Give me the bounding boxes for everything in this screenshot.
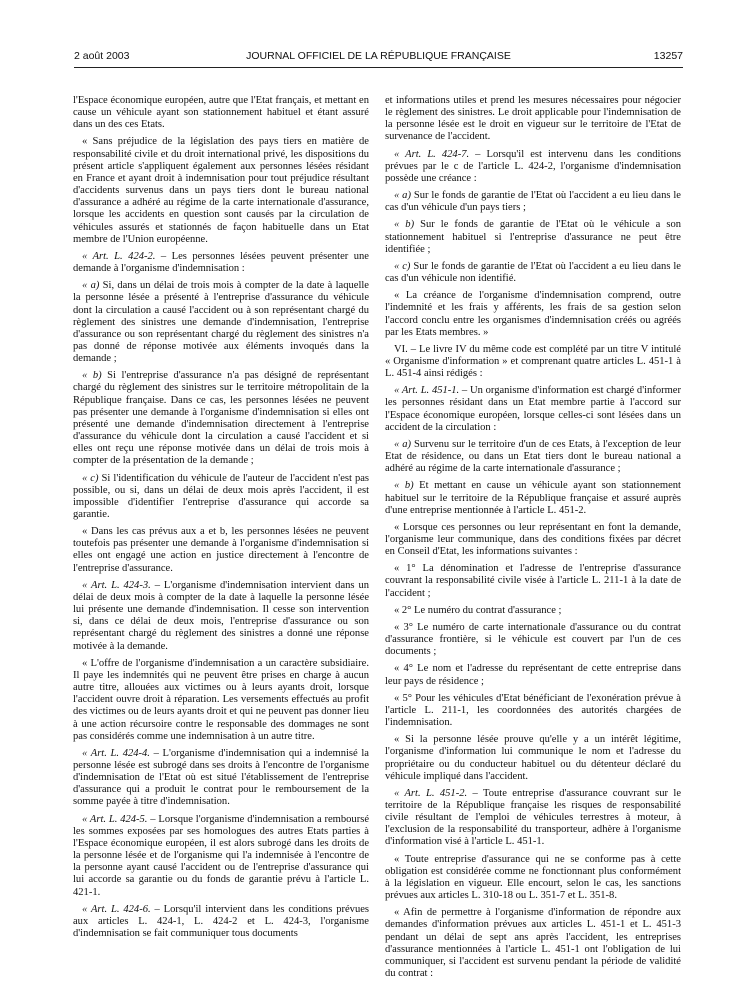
paragraph <box>385 734 681 783</box>
paragraph <box>385 622 681 658</box>
paragraph-text: « La créance de l'organisme d'indemnisation comprend, outre l'indemnité et les frais y afférents, les frais de sa gestion selon l'accord conclu entre les organismes d'indemnisation créés ou agréés par les Etats membres. » <box>385 290 681 338</box>
paragraph <box>385 261 681 285</box>
paragraph-text: « Lorsque ces personnes ou leur représentant en font la demande, l'organisme leur communique, dans des conditions fixées par décret en Conseil d'Etat, les informations suivantes : <box>385 521 681 558</box>
header-date: 2 août 2003 <box>74 50 130 62</box>
paragraph-text: Sur le fonds de garantie de l'Etat où l'accident a eu lieu dans le cas d'un véhicule non identifié. <box>385 260 681 285</box>
page-header <box>74 50 683 66</box>
paragraph-text: – Toute entreprise d'assurance couvrant sur le territoire de la République française les risques de responsabilité civile résultant de l'emploi de véhicules terrestres à moteur, à l'exclusion de la responsabilité du transporteur, adhère à l'organisme d'information visé à l'article L. 451-1. <box>385 787 681 848</box>
paragraph <box>385 290 681 339</box>
paragraph <box>385 663 681 687</box>
article-reference: « c) <box>394 260 411 272</box>
article-reference: « Art. L. 424-2. <box>82 250 156 262</box>
paragraph-text: l'Espace économique européen, autre que l'Etat français, et mettant en cause un véhicule ayant son stationnement habituel et étant assuré dans un des ces Etats. <box>73 95 369 131</box>
paragraph-text: « Dans les cas prévus aux a et b, les personnes lésées ne peuvent toutefois pas présenter une demande à l'organisme d'indemnisation si elles ont engagé une action en justice directement à l'encontre de l'entreprise d'assurance. <box>73 526 369 574</box>
paragraph-text: Si l'entreprise d'assurance n'a pas désigné de représentant chargé du règlement des sinistres sur le territoire métropolitain de la République française. Dans ce cas, les personnes lésées ne peuvent pas présenter une demande à l'organisme d'indemnisation si elles ont présenté une demande d'indemnisation directement à l'entreprise d'assurance du véhicule dont la circulation a causé l'accident et si elles ont reçu une réponse motivée dans un délai de trois mois à compter de la présentation de la demande ; <box>73 370 369 467</box>
paragraph-text: – Lorsque l'organisme d'indemnisation a remboursé les sommes exposées par ses homologues des autres Etats parties à l'Espace économique européen, il est alors subrogé dans les droits de la personne lésée et de l'organisme qui l'a indemnisée à l'encontre de la personne ayant causé l'accident ou de l'entreprise d'assurance qui lui accorde sa garantie ou du fonds de garantie prévu à l'article L. 421-1. <box>73 813 369 898</box>
paragraph <box>385 605 681 617</box>
paragraph <box>73 526 369 575</box>
paragraph <box>73 580 369 653</box>
paragraph-text: – Un organisme d'information est chargé d'informer les personnes résidant dans un Etat membre partie à l'accord sur l'Espace économique européen, lorsque celles-ci sont lésées dans un accident de la circulation : <box>385 385 681 433</box>
article-reference: « Art. L. 424-4. <box>82 747 150 759</box>
paragraph <box>385 439 681 475</box>
paragraph-text: Si l'identification du véhicule de l'auteur de l'accident n'est pas possible, ou si, dans un délai de deux mois après l'accident, il est impossible d'identifier l'entreprise d'assurance qui accorde sa garantie. <box>73 472 370 520</box>
paragraph <box>385 854 681 903</box>
paragraph <box>73 658 369 743</box>
paragraph-text: Et mettant en cause un véhicule ayant son stationnement habituel sur le territoire de la République française et assuré auprès d'une entreprise mentionnée à l'article L. 451-2. <box>385 480 681 516</box>
paragraph <box>385 190 681 214</box>
article-reference: « b) <box>394 480 414 492</box>
paragraph <box>385 219 681 255</box>
paragraph <box>385 344 681 380</box>
header-title: JOURNAL OFFICIEL DE LA RÉPUBLIQUE FRANÇAISE <box>246 50 511 62</box>
paragraph-text: « 4° Le nom et l'adresse du représentant de cette entreprise dans leur pays de résidence ; <box>385 663 681 687</box>
paragraph-text: – Les personnes lésées peuvent présenter une demande à l'organisme d'indemnisation : <box>73 250 369 275</box>
paragraph-text: « 3° Le numéro de carte internationale d'assurance ou du contrat d'assurance frontière, si le véhicule est couvert par l'un de ces documents ; <box>385 621 681 658</box>
paragraph <box>73 95 369 131</box>
paragraph <box>385 693 681 729</box>
article-reference: « Art. L. 424-6. <box>82 903 151 915</box>
paragraph <box>385 385 681 434</box>
paragraph-text: Sur le fonds de garantie de l'Etat où le véhicule a son stationnement habituel si l'entreprise d'assurance ne peut être identifiée ; <box>385 219 681 255</box>
article-reference: « Art. L. 424-5. <box>82 813 148 825</box>
paragraph-text: Sur le fonds de garantie de l'Etat où l'accident a eu lieu dans le cas d'un véhicule d'un pays tiers ; <box>385 190 681 214</box>
paragraph <box>385 480 681 516</box>
paragraph <box>385 907 681 980</box>
header-divider <box>74 67 683 68</box>
article-reference: « Art. L. 424-7. <box>394 148 470 160</box>
article-reference: « b) <box>394 219 415 231</box>
article-reference: « c) <box>82 472 99 484</box>
paragraph-text: Si, dans un délai de trois mois à compter de la date à laquelle la personne lésée a présenté à l'entreprise d'assurance du véhicule dont la circulation a causé l'accident ou à son représentant chargé du règlement des sinistres une demande d'indemnisation, l'entreprise d'assurance ou son représentant chargé du règlement des sinistres n'a pas donné de réponse motivée aux éléments invoqués dans la demande ; <box>73 280 369 365</box>
paragraph <box>385 788 681 849</box>
right-column <box>385 95 681 985</box>
article-reference: « a) <box>394 190 411 202</box>
article-reference: « a) <box>82 280 100 292</box>
paragraph-text: « 5° Pour les véhicules d'Etat bénéficiant de l'exonération prévue à l'article L. 211-1, les coordonnées des autorités chargées de l'indemnisation. <box>385 692 681 729</box>
paragraph <box>73 473 369 522</box>
paragraph-text: « Afin de permettre à l'organisme d'information de répondre aux demandes d'information prévues aux articles L. 451-1 et L. 451-3 pendant un délai de sept ans après l'accident, les entreprises d'assurance mentionnées à l'article L. 451-1 ont l'obligation de lui communiquer, si l'accident est survenu pendant la période de validité du contrat : <box>385 907 681 979</box>
paragraph <box>73 814 369 899</box>
article-reference: « a) <box>394 438 412 450</box>
paragraph-text: « L'offre de l'organisme d'indemnisation a un caractère subsidiaire. Il paye les indemnités qui ne peuvent être prises en charge à aucun autre titre, allouées aux victimes ou à leurs ayants droit, lorsque l'accident ouvre droit à réparation. Les versements effectués au profit des victimes ou de leurs ayants droit et qui ne peuvent pas donner lieu à une action récursoire contre le responsable des dommages ne sont pas considérés comme une indemnisation à un autre titre. <box>73 657 369 742</box>
paragraph-text: et informations utiles et prend les mesures nécessaires pour négocier le règlement des sinistres. Le droit applicable pour l'indemnisation de la personne lésée est le droit en vigueur sur le territoire de l'Etat de survenance de l'accident. <box>385 95 681 143</box>
article-reference: « Art. L. 451-2. <box>394 787 468 799</box>
paragraph <box>73 251 369 275</box>
article-reference: « b) <box>82 370 102 382</box>
paragraph-text: – Lorsqu'il est intervenu dans les conditions prévues par le c de l'article L. 424-2, l'organisme d'indemnisation possède une créance : <box>385 148 681 184</box>
paragraph <box>385 149 681 185</box>
paragraph <box>73 904 369 940</box>
header-page-number: 13257 <box>653 50 683 62</box>
paragraph-text: « Toute entreprise d'assurance qui ne se conforme pas à cette obligation est considérée comme ne fonctionnant plus conformément à la législation en vigueur. Elle encourt, selon le cas, les sanctions prévues aux articles L. 310-18 ou L. 351-7 et L. 351-8. <box>385 853 681 902</box>
paragraph-text: – L'organisme d'indemnisation qui a indemnisé la personne lésée est subrogé dans ses droits à l'encontre de l'organisme d'indemnisation de l'Etat où est situé l'établissement de l'entreprise d'assurance qui a produit le contrat pour le remboursement de la somme payée à titre d'indemnisation. <box>73 747 369 808</box>
article-reference: « Art. L. 451-1. <box>394 385 460 397</box>
paragraph-text: Survenu sur le territoire d'un de ces Etats, à l'exception de leur Etat de résidence, ou dans un Etat tiers dont le bureau national a adhéré au régime de la carte internationale d'assurance ; <box>385 438 682 475</box>
paragraph-text: VI. – Le livre IV du même code est complété par un titre V intitulé « Organisme d'information » et comprenant quatre articles L. 451-1 à L. 451-4 ainsi rédigés : <box>385 343 681 380</box>
paragraph-text: « 2° Le numéro du contrat d'assurance ; <box>394 604 562 616</box>
paragraph-text: – Lorsqu'il intervient dans les conditions prévues aux articles L. 424-1, L. 424-2 et L. 424-3, l'organisme d'indemnisation se fait communiquer tous documents <box>73 903 369 939</box>
paragraph <box>385 522 681 558</box>
paragraph <box>385 95 681 144</box>
paragraph <box>385 563 681 599</box>
paragraph <box>73 748 369 809</box>
paragraph-text: « Si la personne lésée prouve qu'elle y a un intérêt légitime, l'organisme d'information lui communique le nom et l'adresse du propriétaire ou du conducteur habituel ou du détenteur déclaré du véhicule impliqué dans l'accident. <box>385 734 681 782</box>
article-reference: « Art. L. 424-3. <box>82 579 151 591</box>
left-column <box>73 95 369 945</box>
paragraph-text: « 1° La dénomination et l'adresse de l'entreprise d'assurance couvrant la responsabilité civile visée à l'article L. 211-1 à la date de l'accident ; <box>385 563 681 599</box>
paragraph-text: « Sans préjudice de la législation des pays tiers en matière de responsabilité civile et du droit international privé, les dispositions du présent article s'appliquent également aux personnes lésées résidant en France et ayant droit à indemnisation pour tout préjudice résultant d'accidents survenus dans un pays tiers dont le bureau national d'assurance a adhéré au régime de la carte internationale d'assurance, lorsque les accidents en question sont causés par la circulation de véhicules assurés et stationnés de façon habituelle dans un Etat membre de l'Union européenne. <box>73 136 369 245</box>
paragraph <box>73 370 369 467</box>
paragraph <box>73 136 369 245</box>
paragraph-text: – L'organisme d'indemnisation intervient dans un délai de deux mois à compter de la date à laquelle la personne lésée lui présente une demande d'indemnisation. Il cesse son intervention si, dans ce délai de deux mois, l'entreprise d'assurance ou son représentant chargé du règlement des sinistres a donné une réponse motivée à la demande. <box>73 579 369 652</box>
paragraph <box>73 280 369 365</box>
